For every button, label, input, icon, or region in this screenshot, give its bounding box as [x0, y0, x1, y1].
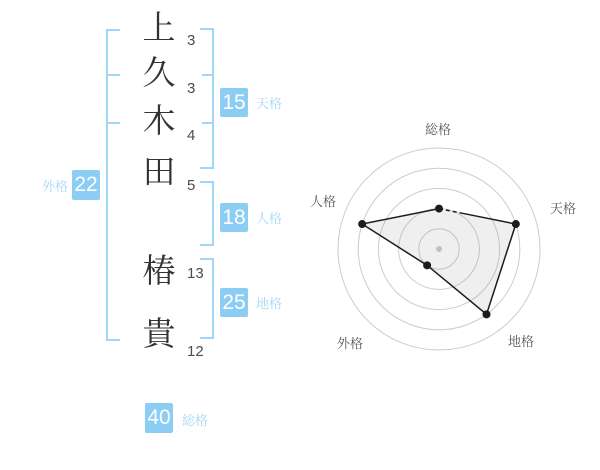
stroke-count: 12 — [187, 343, 204, 360]
name-character: 田 — [142, 153, 176, 190]
radar-axis-chikaku: 地格 — [508, 334, 535, 349]
name-character: 久 — [142, 54, 176, 91]
jinkaku-label: 人格 — [256, 211, 283, 226]
tenkaku-label: 天格 — [256, 96, 283, 111]
stroke-count: 3 — [187, 32, 196, 49]
chikaku-value-badge: 25 — [220, 288, 248, 317]
radar-axis-tenkaku: 天格 — [550, 201, 577, 216]
name-character: 椿 — [142, 252, 176, 289]
radar-axis-gaikaku: 外格 — [337, 336, 364, 351]
stroke-count: 4 — [187, 127, 196, 144]
radar-axis-jinkaku: 人格 — [310, 194, 337, 209]
soukaku-value-badge: 40 — [145, 403, 173, 433]
gaikaku-value-badge: 22 — [72, 170, 100, 200]
stroke-count: 5 — [187, 177, 196, 194]
radar-axis-soukaku: 総格 — [425, 122, 452, 137]
stroke-count: 13 — [187, 265, 204, 282]
soukaku-label: 総格 — [182, 413, 209, 428]
jinkaku-value-badge: 18 — [220, 203, 248, 232]
stroke-count: 3 — [187, 80, 196, 97]
name-character: 貴 — [142, 315, 176, 352]
name-character: 木 — [142, 102, 176, 139]
chikaku-label: 地格 — [256, 296, 283, 311]
gaikaku-label: 外格 — [42, 179, 69, 194]
name-character: 上 — [142, 9, 176, 46]
tenkaku-value-badge: 15 — [220, 88, 248, 117]
